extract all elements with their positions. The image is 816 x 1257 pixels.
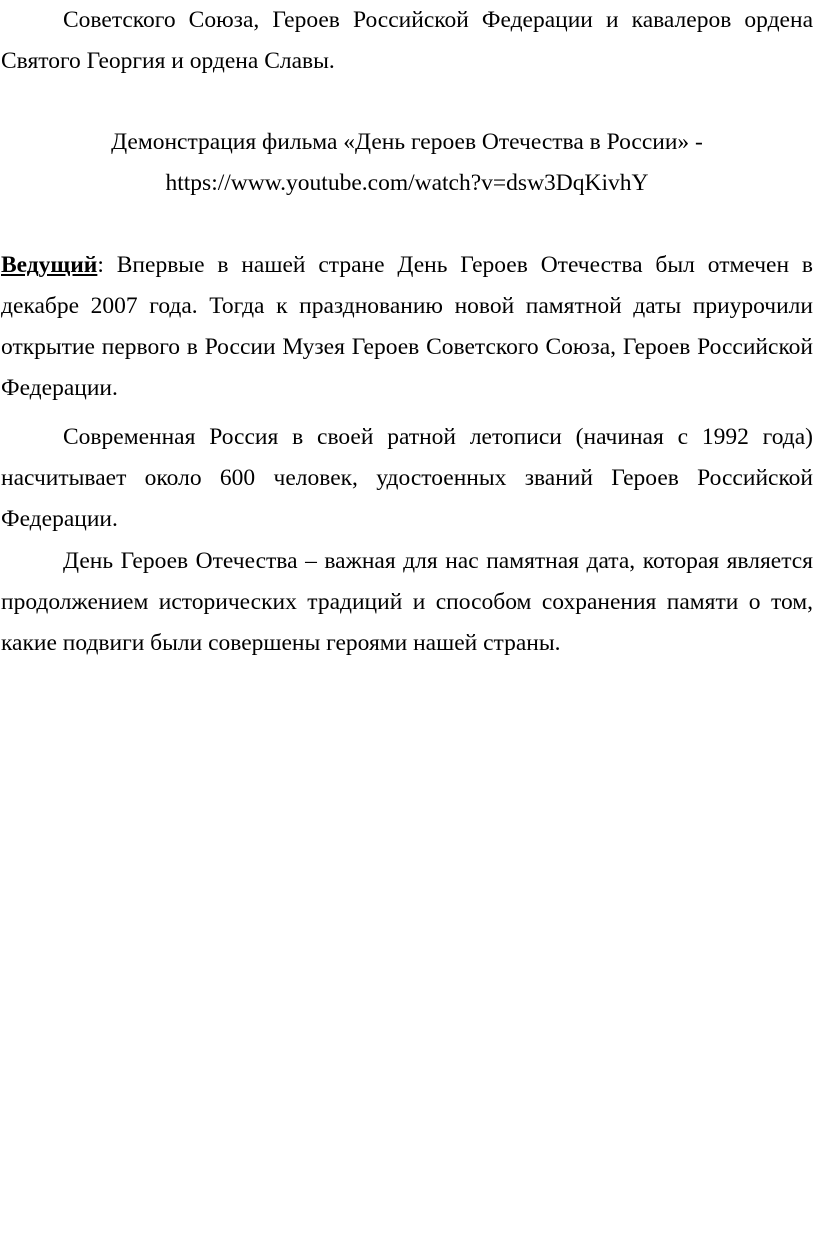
host-paragraph-text: : Впервые в нашей стране День Героев Отечества был отмечен в декабре 2007 года. Тогда к празднованию новой памятной даты приурочили открытие первого в России Музея Героев Советского Союза, Героев Российской Федерации. — [1, 252, 813, 401]
film-url: https://www.youtube.com/watch?v=dsw3DqKivhY — [165, 170, 649, 196]
memorial-date-paragraph: День Героев Отечества – важная для нас памятная дата, которая является продолжением исторических традиций и способом сохранения памяти о том, какие подвиги были совершены героями нашей страны. — [1, 548, 813, 656]
film-announcement — [1, 122, 813, 204]
heroes-count-paragraph: Современная Россия в своей ратной летописи (начиная с 1992 года) насчитывает около 600 человек, удостоенных званий Героев Российской Федерации. — [1, 424, 813, 532]
intro-continuation-paragraph: Советского Союза, Героев Российской Федерации и кавалеров ордена Святого Георгия и ордена Славы. — [1, 7, 813, 74]
host-paragraph — [1, 245, 813, 409]
film-title-line: Демонстрация фильма «День героев Отечества в России» - — [111, 129, 703, 155]
speaker-label: Ведущий — [1, 252, 98, 278]
